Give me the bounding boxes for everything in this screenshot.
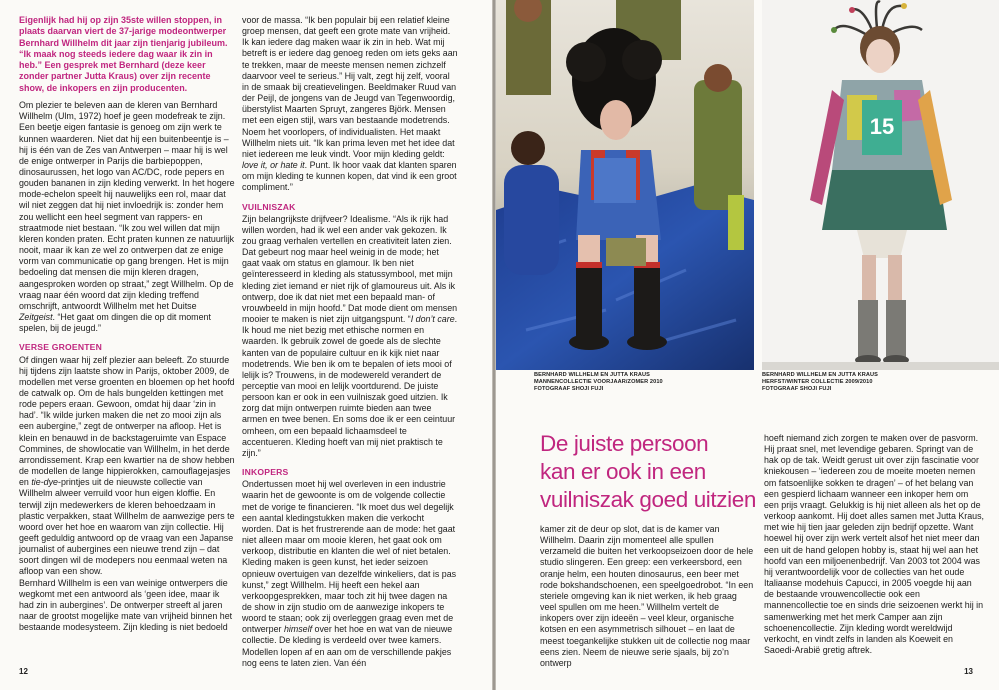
left-page — [0, 0, 492, 690]
right-page — [496, 0, 999, 690]
body-paragraph: kamer zit de deur op slot, dat is de kamer van Willhelm. Daarin zijn momenteel alle spullen verzameld die buiten het verkoopseizoen door de hele studio slingeren. Een greep: een verkeersbord, een oranje helm, een houten dinosaurus, een beer met rode bokshandschoenen, een speelgoedrobot. “In een steriele omgeving kan ik niet werken, ik heb graag veel spullen om me heen.” Willhelm vertelt de inkopers over zijn ideeën – veel kleur, organische kotsen en een asymmetrisch silhouet – en laat de meest toegankelijke stukken uit de collectie nog maar eens zien. Neem de nieuwe serie sjaals, bij zo’n ontwerp — [540, 524, 754, 668]
page-number-left: 12 — [19, 667, 28, 676]
photo-menswear-show — [496, 0, 754, 370]
subheading-verse-groenten: VERSE GROENTEN — [19, 342, 103, 353]
subheading-vuilniszak: VUILNISZAK — [242, 201, 296, 212]
body-paragraph: Ondertussen moet hij wel overleven in een industrie waarin het de gewoonte is om de volgende collectie met de vorige te financieren. “Ik moet dus wel degelijk een aantal kledingstukken maken die verkocht worden. Dat is het frustrerende aan de mode: het gaat niet alleen maar om mooie kleren, het gaat ook om verkoop, distributie en klanten die wel of niet betalen. Kleding maken is geen kunst, het ieder seizoen opnieuw overtuigen van dezelfde winkeliers, dat is pas kunst,” zegt Willhelm. Hij heeft een hekel aan verkoopgesprekken, maar toch zit hij twee dagen na de show in zijn studio om de aanwezige inkopers te woord te staan; ook zij overleggen graag even met de ontwerper himself over het hoe en wat van de nieuwe collectie. De kleding is verdeeld over twee kamers. Modellen lopen af en aan om de verschillende pakjes nog eens te laten zien. Van één — [242, 479, 457, 668]
body-paragraph: Of dingen waar hij zelf plezier aan beleeft. Zo stuurde hij tijdens zijn laatste show in Parijs, oktober 2009, de modellen met verse groenten en bloemen op het hoofd de catwalk op. Om de hals bungelden kettingen met rode pepers eraan. Gewoon, omdat hij daar ‘zin in had’. “Ik wilde jurken maken die net zo mooi zijn als een aubergine,” zegt de ontwerper na afloop. Het is klein en benauwd in de backstageruimte van Espace Commines, de showlocatie van Willhelm, in het derde arrondissement. Krap een kwartier na de show hebben de modellen de lange hippierokken, camouflagejasjes en tie-dye-printjes uit de nieuwste collectie van Willhelm alweer verruild voor hun eigen kloffie. En terwijl zijn medewerkers de kleren behoedzaam in plastic verpakken, staat Willhelm de aanwezige pers te woord over het hoe en waarom van zijn collectie. Hij geeft geduldig antwoord op de vraag van een Japanse journalist of aubergines een nieuwe trend zijn – dat soort dingen wil de modepers nou eenmaal weten na afloop van een show. — [19, 354, 235, 577]
photo-runway-image — [762, 0, 999, 370]
photo-womenswear-runway — [762, 0, 999, 370]
page-number-right: 13 — [964, 667, 973, 676]
right-column-1 — [540, 524, 755, 669]
pull-quote-line: vuilniszak goed uitzien — [540, 487, 756, 512]
body-paragraph: hoeft niemand zich zorgen te maken over de pasvorm. Hij praat snel, met levendige gebaren. Springt van de hak op de tak. Weidt gerust uit over zijn fascinatie voor kniekousen – ‘iedereen zou de moeite moeten nemen om fatsoenlijke sokken te dragen’ – of het belang van een gespierd lichaam wanneer een inkoper hem om een prijs vraagt. Gelukkig is hij niet alleen als het op de verkoop aankomt. Hij doet alles samen met Jutta Kraus, met wie hij tien jaar geleden zijn bedrijf opzette. Want hoewel hij over zijn werk vertelt alsof het niet meer dan een uit de hand gelopen hobby is, staat hij wel aan het hoofd van een miljoenenbedrijf. Van 2003 tot 2004 was hij verantwoordelijk voor de collecties van het oude Italiaanse modehuis Capucci, in 2005 voegde hij aan de bestaande vrouwencollectie ook een mannencollectie toe en sinds drie seizoenen werkt hij in samenwerking met het merk Camper aan zijn schoenencollectie. Zijn kleding wordt wereldwijd verkocht, en vindt zelfs in landen als Koeweit en Saoedi-Arabië gretig aftrek. — [764, 433, 985, 655]
right-column-2 — [764, 433, 984, 656]
left-column-1 — [19, 15, 235, 633]
pull-quote-line: De juiste persoon — [540, 431, 709, 456]
photo-menswear-image — [496, 0, 754, 370]
intro-lead: Eigenlijk had hij op zijn 35ste willen stoppen, in plaats daarvan viert de 37-jarige modeontwerper Bernhard Willhelm dit jaar zijn tienjarig jubileum. “Ik maak nog steeds iedere dag waar ik zin in heb.” Een gesprek met Bernhard (deze keer zonder partner Jutta Kraus) over zijn recente show, de inkopers en zijn producenten. — [19, 15, 228, 93]
pull-quote — [540, 430, 760, 514]
body-paragraph: Zijn belangrijkste drijfveer? Idealisme. “Als ik rijk had willen worden, had ik wel een ander vak gekozen. Ik zou graag verhalen vertellen en creativiteit laten zien. Dat gebeurt nog maar heel weinig in de mode; het gaat vaak om status en glamour. Ik ben niet geïnteresseerd in kleding als statussymbool, met mijn kleding ziet iemand er niet rijk of glamoureus uit. Als ik ontwerp, doe ik dat niet met een bepaald man- of vrouwbeeld in mijn hoofd.” Dat mode dient om mensen mooier te maken is niet zijn uitgangspunt. “I don’t care. Ik houd me niet bezig met ethische normen en waarden. Ik gebruik zowel de goede als de slechte kanten van de populaire cultuur en ik kijk niet naar modetrends. Wie ben ik om te bepalen of iets mooi of lelijk is? Trouwens, in de modewereld verandert de perceptie van mooi en lelijk voortdurend. De juiste persoon kan er ook in een vuilniszak goed uitzien. Ik zorg dat mijn ontwerpen ruimte bieden aan twee armen en twee benen. En soms doe ik er een ceintuur omheen, om een bepaald lichaamsdeel te accentueren. Kleding hoeft van mij niet praktisch te zijn.” — [242, 213, 458, 458]
subheading-inkopers: INKOPERS — [242, 467, 289, 478]
jersey-number: 15 — [869, 114, 895, 139]
photo-caption-womenswear: BERNHARD WILLHELM EN JUTTA KRAUS HERFST/WINTER COLLECTIE 2009/2010 FOTOGRAAF SHOJI FUJI — [762, 372, 878, 392]
body-paragraph: Bernhard Willhelm is een van weinige ontwerpers die wegkomt met een antwoord als ‘geen idee, maar ik had zin in aubergines’. De ontwerper streeft al jaren naar de grootst mogelijke mate van vrijheid binnen het bestaande modesysteem. Zijn kleding is niet bedoeld — [19, 577, 233, 633]
body-paragraph: Om plezier te beleven aan de kleren van Bernhard Willhelm (Ulm, 1972) hoef je geen modefreak te zijn. Een beetje eigen fantasie is genoeg om zijn werk te kunnen waarderen. Niet dat hij een buitenbeentje is – hij is één van de Zes van Antwerpen – maar hij is wel de enige ontwerper in Parijs die barbiepoppen, dinosaurussen, het logo van AC/DC, rode pepers en gouden bananen in zijn kleding verwerkt. In het hogere mode-echelon speelt hij nauwelijks een rol, maar dat wil niet zeggen dat hij niet invloedrijk is: zonder hem zou wellicht een heel segment van rappers- en straatmode niet bestaan. “Ik zou wel willen dat mijn kleren konden praten. Echt praten kunnen ze natuurlijk nooit, maar ik kan ze wel zo ontwerpen dat ze enige vorm van communicatie op gang brengen. Het is mijn bedoeling dat mensen die mijn kleren dragen, aangesproken worden op straat,” zegt Willhelm. Op de vraag naar één woord dat zijn kleding treffend omschrijft, antwoordt Willhelm met het Duitse Zeitgeist. “Het gaat om dingen die op dit moment spelen, bij de jeugd.” — [19, 100, 235, 334]
photo-caption-menswear: BERNHARD WILLHELM EN JUTTA KRAUS MANNENCOLLECTIE VOORJAAR/ZOMER 2010 FOTOGRAAF SHOJI FUJI — [534, 372, 663, 392]
body-paragraph: voor de massa. “Ik ben populair bij een relatief kleine groep mensen, dat geeft een grote mate van vrijheid. Ik kan iedere dag maken waar ik zin in heb. Wat mij betreft is er iedere dag genoeg reden om iets geks aan te trekken, maar de meeste mensen nemen zichzelf daarvoor veel te serieus.” Hij valt, zegt hij zelf, vooral in de smaak bij creatievelingen. Beeldmaker Ruud van der Peijl, de jongens van de Jeugd van Tegenwoordig, überstylist Maarten Spruyt, zangeres Björk. Mensen met een eigen stijl, wars van bestaande modetrends. Noem het voorlopers, of individualisten. Het maakt Willhelm niets uit. “Ik kan prima leven met het idee dat niet iedereen me leuk vindt. Voor mijn kleding geldt: love it, or hate it. Punt. Ik hoor vaak dat klanten sparen om mijn kleding te kunnen kopen, dat vind ik een groot compliment.” — [242, 15, 458, 193]
pull-quote-line: kan er ook in een — [540, 459, 706, 484]
left-column-2 — [242, 15, 458, 669]
